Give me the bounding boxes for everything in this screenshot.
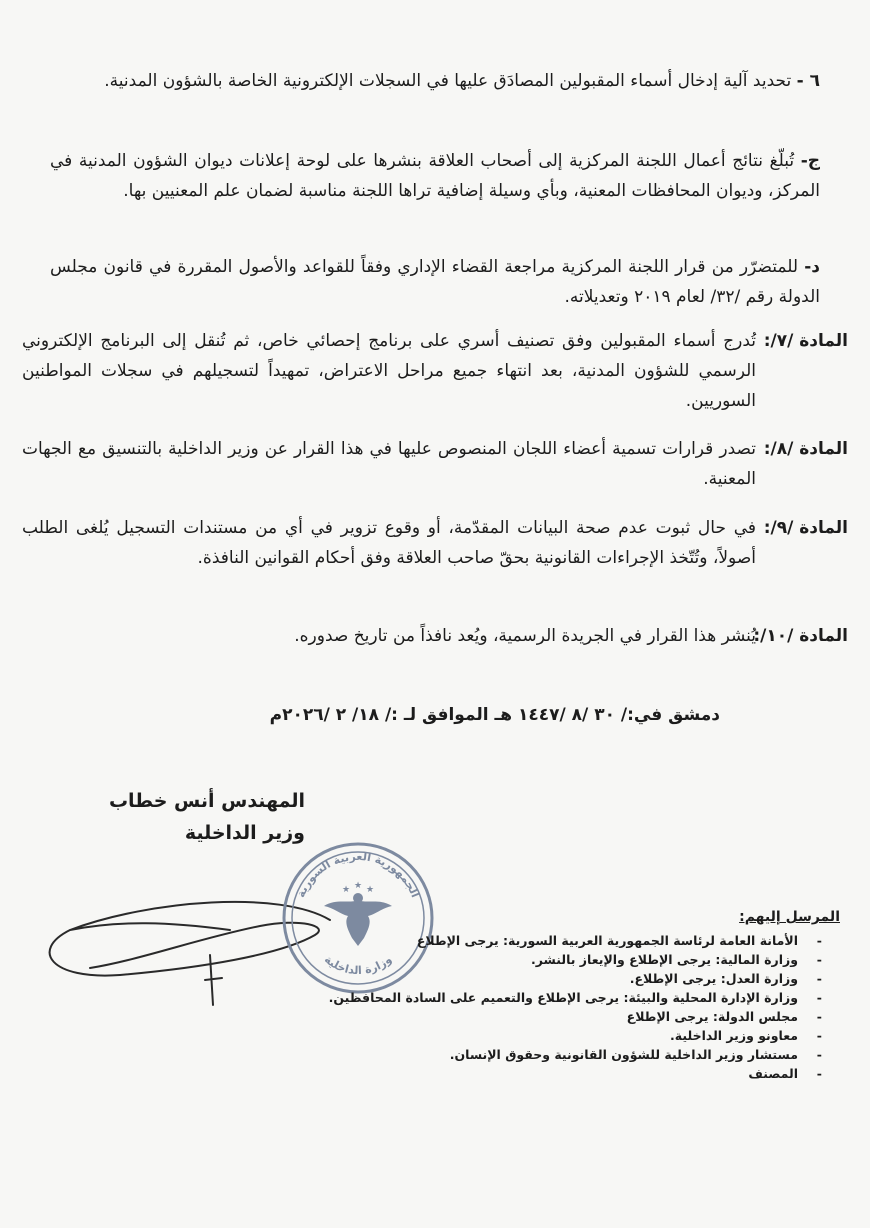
list-item: - المصنف [262, 1064, 822, 1083]
article-9 [22, 513, 848, 573]
clause-six-marker: ٦ - [796, 71, 820, 91]
clause-dal-marker: د- [804, 257, 820, 277]
list-item: - الأمانة العامة لرئاسة الجمهورية العربية السورية: يرجى الإطلاع [262, 931, 822, 950]
list-item: - وزارة الإدارة المحلية والبيئة: يرجى الإطلاع والتعميم على السادة المحافظين. [262, 988, 822, 1007]
article-10-label: المادة /١٠/: [753, 626, 848, 646]
clause-dal [50, 252, 820, 312]
list-item: - وزارة المالية: يرجى الإطلاع والإيعاز بالنشر. [262, 950, 822, 969]
article-7 [22, 326, 848, 416]
clause-six [50, 66, 820, 96]
seal-inner-text: وزارة الداخلية [321, 952, 395, 978]
article-7-label: المادة /٧/: [763, 331, 848, 351]
recipients-title: المرسل إليهم: [739, 909, 840, 925]
signatory-title: وزير الداخلية [184, 822, 305, 844]
article-8 [22, 434, 848, 494]
svg-text:★: ★ [342, 885, 351, 895]
issue-date-line: دمشق في:/ ٣٠ /٨ /١٤٤٧ هـ الموافق لـ :/ ١٨/ ٢ /٢٠٢٦م [269, 705, 720, 725]
clause-jim-text: تُبلّغ نتائج أعمال اللجنة المركزية إلى أصحاب العلاقة بنشرها على لوحة إعلانات ديوان الشؤون المدنية في المركز، وديوان المحافظات المعنية، وبأي وسيلة إضافية تراها اللجنة مناسبة لضمان علم المعنيين بها. [50, 151, 820, 201]
article-10 [22, 621, 848, 651]
clause-six-text: تحديد آلية إدخال أسماء المقبولين المصادَق عليها في السجلات الإلكترونية الخاصة بالشؤون المدنية. [104, 71, 792, 91]
clause-jim-marker: ج- [800, 151, 821, 171]
signatory-name: المهندس أنس خطاب [108, 790, 305, 812]
clause-dal-text: للمتضرّر من قرار اللجنة المركزية مراجعة القضاء الإداري وفقاً للقواعد والأصول المقررة في قانون مجلس الدولة رقم /٣٢/ لعام ٢٠١٩ وتعديلاته. [50, 257, 820, 307]
article-9-label: المادة /٩/: [763, 518, 848, 538]
seal-outer-text: الجمهورية العربية السورية [294, 849, 422, 900]
recipients-list [262, 931, 822, 1083]
clause-jim [50, 146, 820, 206]
svg-text:★: ★ [354, 881, 363, 891]
list-item: - وزارة العدل: يرجى الإطلاع. [262, 969, 822, 988]
article-8-text: تصدر قرارات تسمية أعضاء اللجان المنصوص عليها في هذا القرار عن وزير الداخلية بالتنسيق مع الجهات المعنية. [22, 439, 756, 489]
list-item: - مستشار وزير الداخلية للشؤون القانونية وحقوق الإنسان. [262, 1045, 822, 1064]
list-item: - مجلس الدولة: يرجى الإطلاع [262, 1007, 822, 1026]
svg-text:★: ★ [366, 885, 375, 895]
article-8-label: المادة /٨/: [763, 439, 848, 459]
article-7-text: تُدرج أسماء المقبولين وفق تصنيف أسري على برنامج إحصائي خاص، ثم تُنقل إلى البرنامج الإلكتروني الرسمي للشؤون المدنية، بعد انتهاء جميع مراحل الاعتراض، تمهيداً لتسجيلهم في سجلات المواطنين السوريين. [22, 331, 756, 411]
article-9-text: في حال ثبوت عدم صحة البيانات المقدّمة، أو وقوع تزوير في أي من مستندات التسجيل يُلغى الطلب أصولاً، وتُتّخذ الإجراءات القانونية بحقّ صاحب العلاقة وفق أحكام القوانين النافذة. [22, 518, 756, 568]
article-10-text: يُنشر هذا القرار في الجريدة الرسمية، ويُعد نافذاً من تاريخ صدوره. [294, 626, 756, 646]
list-item: - معاونو وزير الداخلية. [262, 1026, 822, 1045]
